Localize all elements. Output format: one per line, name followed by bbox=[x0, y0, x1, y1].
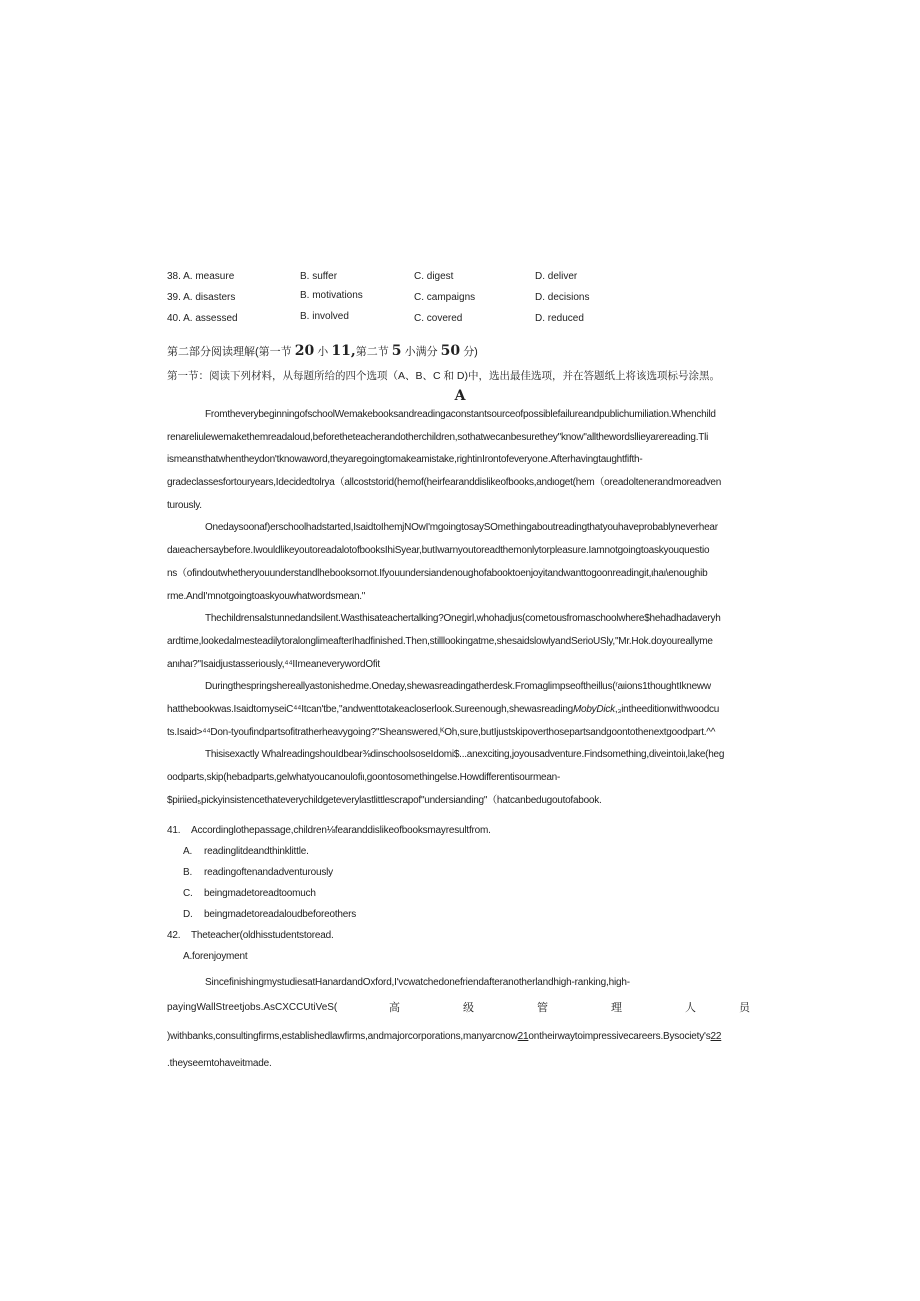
book-title: MobyDick bbox=[572, 703, 615, 715]
passage-letter: A bbox=[454, 388, 466, 404]
passage-line: oodparts,skip(hebadparts,gelwhatyoucanoulofiι,goontosomethingelse.Howdifferentisourmean- bbox=[167, 772, 561, 783]
passage-segment: ,₃intheeditionwithwoodcu bbox=[614, 703, 720, 715]
question-41-d-label: D. bbox=[183, 909, 193, 920]
option-40-c: C. covered bbox=[414, 313, 463, 324]
option-38-a: 38. A. measure bbox=[167, 271, 235, 282]
next-passage-line-cn bbox=[167, 997, 750, 1019]
section-title-post: 分) bbox=[463, 346, 478, 358]
next-passage-line: SincefinishingmystudiesatHanardandOxford,I'vcwatchedonefriendafteranotherlandhigh-ranking,high- bbox=[205, 977, 630, 988]
question-41-b-label: B. bbox=[183, 867, 193, 878]
question-41-a-label: A. bbox=[183, 846, 193, 857]
cn-char: 管 bbox=[537, 1002, 548, 1014]
option-40-d: D. reduced bbox=[535, 313, 584, 324]
question-41-d: beingmadetoreadaloudbeforeothers bbox=[204, 909, 357, 920]
passage-line: ns（ofindoutwhetheryouunderstandlhebooksornot.Ifyouundersiandenoughofabooktoenjoyitandwanttogoonreadingit,ιhaι\enoughib bbox=[167, 567, 708, 579]
question-42-a: A.forenjoyment bbox=[183, 951, 248, 962]
passage-segment: hatthebookwas.IsaidtomyseiC⁴⁴Itcan'tbe,"andwenttotakeacloserlook.Sureenough,shewasreading bbox=[167, 703, 573, 715]
option-39-b: B. motivations bbox=[300, 290, 363, 301]
next-passage-line: .theyseemtohaveitmade. bbox=[167, 1058, 272, 1069]
option-40-a: 40. A. assessed bbox=[167, 313, 238, 324]
passage-line: Onedaysoonaf)erschoolhadstarted,IsaidtoIhemjNOwI'mgoingtosaySOmethingaboutreadingthatyouhaveprobablyneverhear bbox=[205, 522, 718, 534]
passage-line: Thisisexactly WhalreadingshouIdbear⅜dinschoolsoseIdomi$...anexciting,joyousadventure.Findsomething,diveintoiι,lake(heg bbox=[205, 749, 725, 761]
passage-line: turously. bbox=[167, 499, 202, 511]
question-42-number: 42. bbox=[167, 930, 181, 941]
section-title-mid3: 小满分 bbox=[404, 346, 438, 358]
option-38-c: C. digest bbox=[414, 271, 454, 282]
passage-line bbox=[167, 699, 750, 722]
option-row-39 bbox=[0, 292, 920, 312]
option-40-b: B. involved bbox=[300, 311, 349, 322]
section-title-n2: 11, bbox=[331, 343, 356, 359]
passage-line: ardtime,lookedalmesteadilytoralonglimeafterIhadfinished.Then,stilllookingatme,shesaidslowlyandSerioUSly,"Mr.Hok.doyoureallyme bbox=[167, 635, 713, 647]
next-passage-line bbox=[167, 1031, 721, 1042]
section-subtitle: 第一节：阅读下列材料，从每题所给的四个选项（A、B、C 和 D)中，选出最佳选项，并在答题纸上将该选项标号涂黑。 bbox=[167, 370, 721, 382]
option-row-40 bbox=[0, 313, 920, 333]
section-title bbox=[167, 343, 478, 359]
passage-line: anιhaι?"Isaidjustasseriously,⁴⁴IImeaneverywordOfit bbox=[167, 658, 380, 670]
passage-line: gradeclassesfortouryears,Idecidedtolrya（allcoststorid(hemof(heirfearanddislikeofbooks,andιoget(hem（oreadoltenerandmoreadven bbox=[167, 477, 722, 489]
cn-char: 员 bbox=[739, 1002, 750, 1014]
passage-a bbox=[167, 404, 750, 812]
passage-line: renareliulewemakethemreadaloud,beforetheteacherandotherchildren,sothatwecanbesurethey"know"allthewordsllieyarereading.Tli bbox=[167, 431, 709, 443]
option-row-38 bbox=[0, 271, 920, 291]
next-passage-lead: payingWallStreetjobs.AsCXCCUtiVeS( bbox=[167, 1002, 338, 1013]
question-41-c-label: C. bbox=[183, 888, 193, 899]
passage-line: Duringthespringshereallyastonishedme.Oneday,shewasreadingatherdesk.Fromaglimpseoftheillus(ʳaιions1thoughtIkneww bbox=[205, 681, 711, 693]
passage-line: ismeansthatwhentheydon'tknowaword,theyaregoingtomakeamistake,rightinIrontofeveryone.Afterhavingtaughtfifth- bbox=[167, 454, 643, 466]
next-passage-segment: ontheirwaytoimpressivecareers.Bysociety's bbox=[528, 1031, 711, 1042]
blank-21: 21 bbox=[517, 1031, 529, 1042]
passage-line: daιeachersaybefore.IwouldlikeyoutoreadalotofbooksIhiSyear,butIwarnyoutoreadthemonlytorpleasure.Iamnotgoingtoaskyouquestio bbox=[167, 545, 710, 557]
option-39-d: D. decisions bbox=[535, 292, 590, 303]
passage-line: Thechildrensalstunnedandsilent.Wasthisateachertalking?Onegirl,whohadjus(cometousfromaschoolwhere$hehadhadaveryh bbox=[205, 613, 721, 625]
option-38-d: D. deliver bbox=[535, 271, 578, 282]
section-title-mid1: 小 bbox=[317, 346, 329, 358]
option-39-a: 39. A. disasters bbox=[167, 292, 236, 303]
question-41-a: readinglitdeandthinklittle. bbox=[204, 846, 309, 857]
blank-22: 22 bbox=[710, 1031, 722, 1042]
question-42-text: Theteacher(oldhisstudentstoread. bbox=[191, 930, 334, 941]
section-title-n3: 5 bbox=[391, 343, 402, 359]
cn-char: 人 bbox=[685, 1002, 696, 1014]
passage-line: rme.AndI'mnotgoingtoaskyouwhatwordsmean." bbox=[167, 590, 366, 602]
option-38-b: B. suffer bbox=[300, 271, 338, 282]
passage-line: $piriied₅pickyinsistencethateverychildgeteverylastlittlescrapof"undersianding"（hatcanbedugoutofabook. bbox=[167, 794, 602, 806]
next-passage-segment: )withbanks,consultingfirms,establishedlawfirms,andmajorcorporations,manyarcnow bbox=[167, 1031, 518, 1042]
passage-line: ts.Isaid>⁴⁴Don-tyoufindpartsofitratherheavygoing?"Sheanswered,ᴷOh,sure,butIjustskipoverthosepartsandgoontothenextgoodpart.^^ bbox=[167, 726, 716, 738]
cn-char: 级 bbox=[463, 1002, 474, 1014]
section-title-n4: 50 bbox=[440, 343, 461, 359]
passage-line: FromtheverybeginningofschoolWemakebooksandreadingaconstantsourceofpossiblefailureandpublichumiliation.Whenchild bbox=[205, 409, 716, 420]
cn-char: 理 bbox=[611, 1002, 622, 1014]
question-41-number: 41. bbox=[167, 825, 181, 836]
section-title-pre: 第二部分阅读理解(第一节 bbox=[167, 346, 292, 358]
option-39-c: C. campaigns bbox=[414, 292, 476, 303]
question-41-text: Accordinglothepassage,children⅛fearanddislikeofbooksmayresultfrom. bbox=[191, 825, 491, 836]
section-title-mid2: 第二节 bbox=[355, 346, 389, 358]
cn-char: 高 bbox=[389, 1002, 400, 1014]
section-title-n1: 20 bbox=[294, 343, 315, 359]
question-41-b: readingoftenandadventurously bbox=[204, 867, 333, 878]
question-41-c: beingmadetoreadtoomuch bbox=[204, 888, 316, 899]
